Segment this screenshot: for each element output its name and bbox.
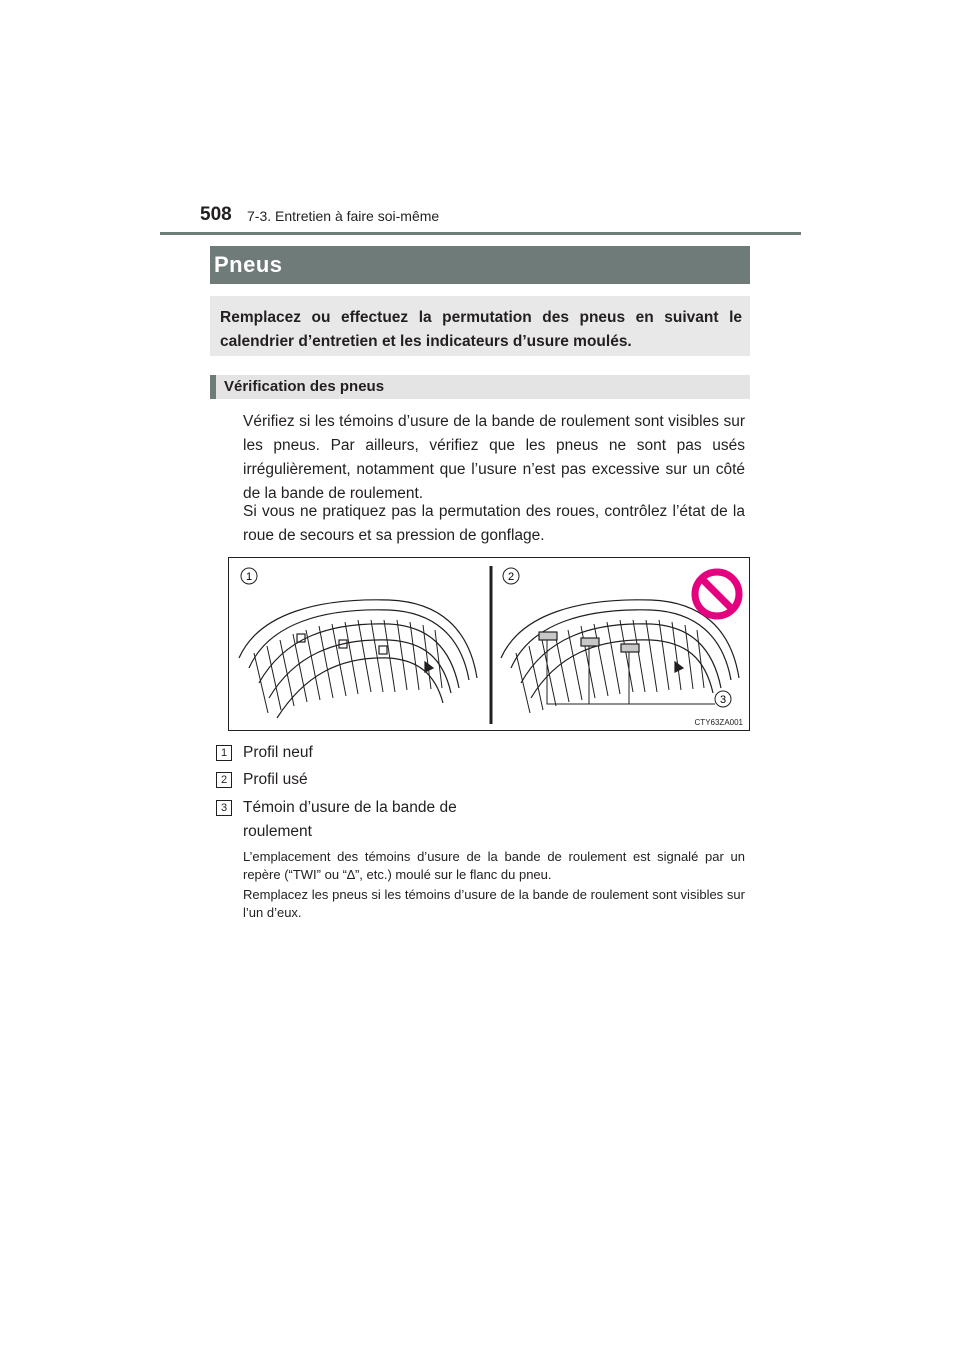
- tire-figure: [228, 557, 750, 731]
- callout-3-label: 3: [719, 694, 727, 706]
- new-tread-tire: [239, 600, 477, 718]
- paragraph-1: Vérifiez si les témoins d’usure de la bande de roulement sont visibles sur les pneus. Par ailleurs, vérifiez que les pneus ne sont pas usés irrégulièrement, notamment que l’usure n’est pas excessive sur un côté de la bande de roulement.: [243, 413, 745, 502]
- paragraph-2: Si vous ne pratiquez pas la permutation des roues, contrôlez l’état de la roue de secours et sa pression de gonflage.: [243, 503, 745, 544]
- legend-number: 1: [216, 745, 232, 761]
- legend-text: Témoin d’usure de la bande de roulement: [243, 799, 457, 840]
- callout-1-label: 1: [245, 571, 253, 583]
- header-rule: [160, 232, 801, 235]
- page-number: 508: [200, 204, 232, 225]
- tire-illustration: [229, 558, 751, 732]
- intro-box: Remplacez ou effectuez la permutation des pneus en suivant le calendrier d’entretien et les indicateurs d’usure moulés.: [210, 296, 750, 356]
- legend-number: 3: [216, 800, 232, 816]
- worn-tread-tire: [501, 600, 739, 713]
- legend-text: Profil neuf: [243, 744, 313, 761]
- legend-text: Profil usé: [243, 771, 308, 788]
- callout-2-label: 2: [507, 571, 515, 583]
- note-1: L’emplacement des témoins d’usure de la bande de roulement est signalé par un repère (“TWI” ou “∆”, etc.) moulé sur le flanc du pneu.: [243, 849, 745, 882]
- page-title: Pneus: [210, 246, 750, 284]
- prohibited-icon: [695, 572, 739, 616]
- legend-number: 2: [216, 772, 232, 788]
- note-2: Remplacez les pneus si les témoins d’usure de la bande de roulement sont visibles sur l’un d’eux.: [243, 887, 745, 920]
- figure-code: CTY63ZA001: [694, 718, 743, 727]
- subsection-title: Vérification des pneus: [210, 375, 750, 399]
- section-title: 7-3. Entretien à faire soi-même: [247, 208, 440, 224]
